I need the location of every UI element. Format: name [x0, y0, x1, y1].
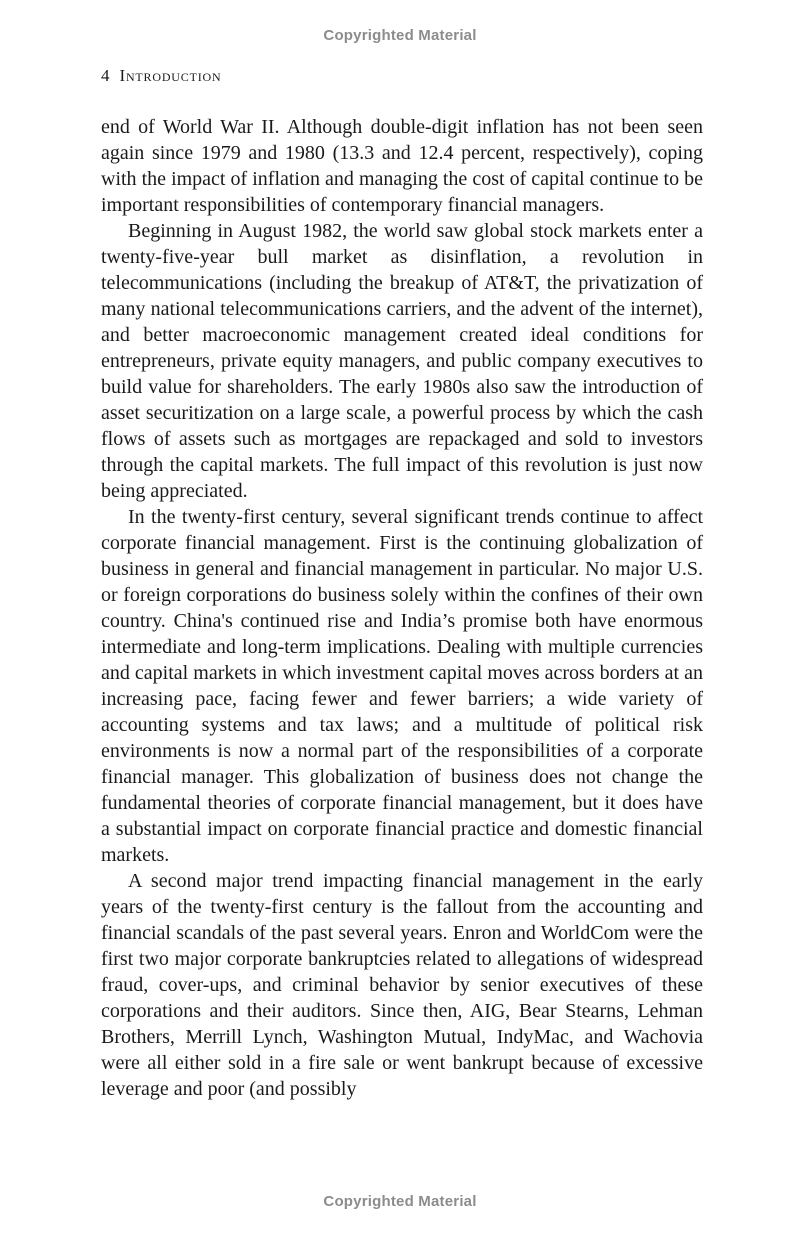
body-text: [101, 114, 703, 1102]
copyright-watermark-bottom: Copyrighted Material: [323, 1193, 477, 1210]
paragraph-continuation: end of World War II. Although double-digit inflation has not been seen again since 1979 and 1980 (13.3 and 12.4 percent, respectively), coping with the impact of inflation and managing the cost of capital continue to be important responsibilities of contemporary financial managers.: [101, 116, 703, 216]
section-title: Introduction: [119, 66, 222, 85]
paragraph-scandals: A second major trend impacting financial management in the early years of the twenty-first century is the fallout from the accounting and financial scandals of the past several years. Enron and WorldCom were the first two major corporate bankruptcies related to allegations of widespread fraud, cover-ups, and criminal behavior by senior executives of these corporations and their auditors. Since then, AIG, Bear Stearns, Lehman Brothers, Merrill Lynch, Washington Mutual, IndyMac, and Wachovia were all either sold in a fire sale or went bankrupt because of excessive leverage and poor (and possibly: [101, 870, 703, 1100]
copyright-watermark-top: Copyrighted Material: [323, 27, 477, 44]
running-header: [101, 66, 221, 86]
paragraph-globalization: In the twenty-first century, several significant trends continue to affect corporate financial management. First is the continuing globalization of business in general and financial management in particular. No major U.S. or foreign corporations do business solely within the confines of their own country. China's continued rise and India’s promise both have enormous intermediate and long-term implications. Dealing with multiple currencies and capital markets in which investment capital moves across borders at an increasing pace, facing fewer and fewer barriers; a wide variety of accounting systems and tax laws; and a multitude of political risk environments is now a normal part of the responsibilities of a corporate financial manager. This globalization of business does not change the fundamental theories of corporate financial management, but it does have a substantial impact on corporate financial practice and domestic financial markets.: [101, 506, 703, 866]
paragraph-bull-market: Beginning in August 1982, the world saw global stock markets enter a twenty-five-year bull market as disinflation, a revolution in telecommunications (including the breakup of AT&T, the privatization of many national telecommunications carriers, and the advent of the internet), and better macroeconomic management created ideal conditions for entrepreneurs, private equity managers, and public company executives to build value for shareholders. The early 1980s also saw the introduction of asset securitization on a large scale, a powerful process by which the cash flows of assets such as mortgages are repackaged and sold to investors through the capital markets. The full impact of this revolution is just now being appreciated.: [101, 220, 703, 502]
page-number: 4: [101, 66, 110, 85]
